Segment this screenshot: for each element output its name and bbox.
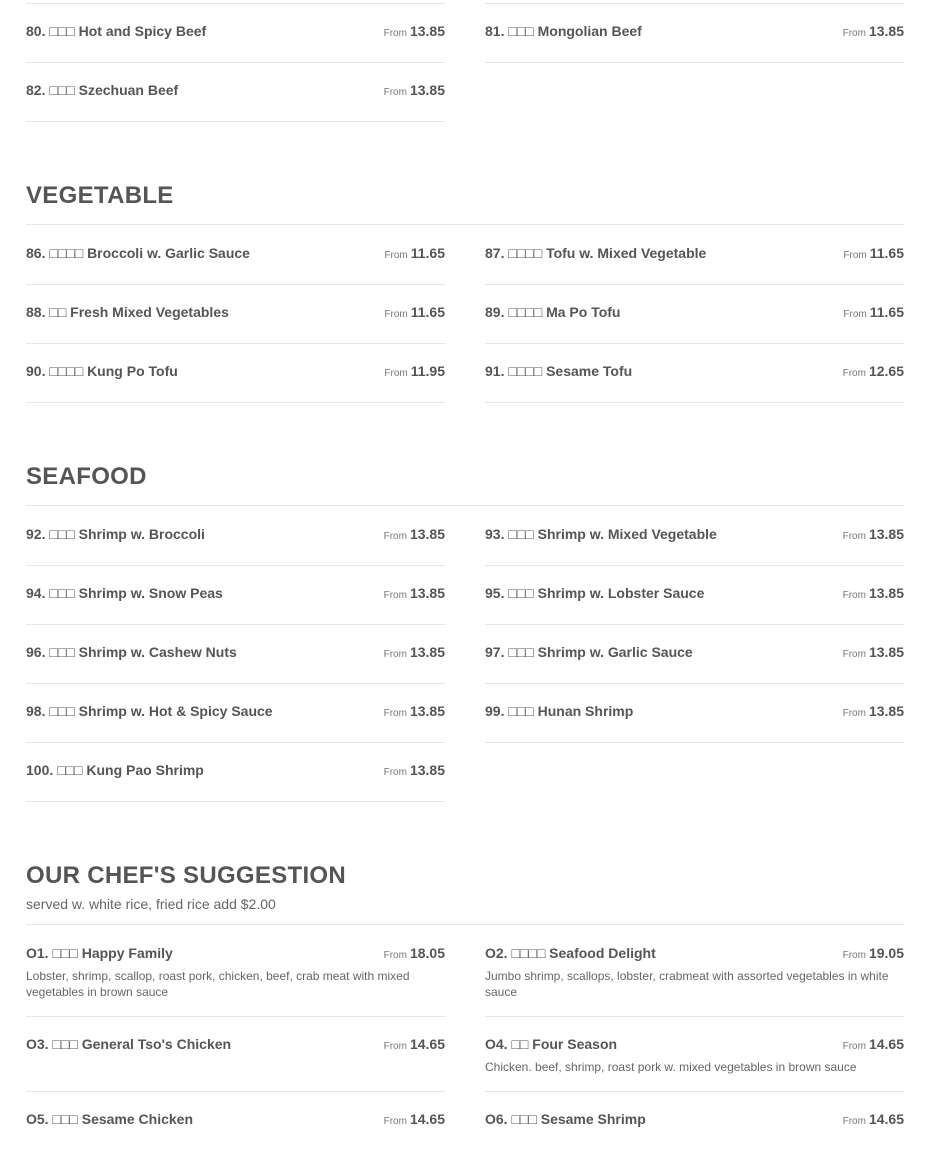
item-price: From 13.85 [383, 585, 445, 601]
section-title-seafood: SEAFOOD [26, 463, 147, 490]
menu-item[interactable] [485, 624, 904, 684]
item-name: 95. □□□ Shrimp w. Lobster Sauce [485, 585, 705, 601]
item-name: O2. □□□□ Seafood Delight [485, 945, 656, 961]
item-name: 87. □□□□ Tofu w. Mixed Vegetable [485, 245, 707, 261]
item-price: From 14.65 [842, 1111, 904, 1127]
menu-item[interactable] [26, 3, 445, 63]
item-price: From 11.65 [843, 245, 904, 261]
menu-item[interactable] [26, 1016, 445, 1092]
item-name: 80. □□□ Hot and Spicy Beef [26, 23, 207, 39]
item-name: O4. □□ Four Season [485, 1036, 618, 1052]
item-price: From 13.85 [842, 526, 904, 542]
item-name: 86. □□□□ Broccoli w. Garlic Sauce [26, 245, 250, 261]
item-name: 96. □□□ Shrimp w. Cashew Nuts [26, 644, 237, 660]
section-subtitle: served w. white rice, fried rice add $2.00 [26, 896, 276, 912]
section-title-chef: OUR CHEF'S SUGGESTION [26, 862, 347, 889]
menu-item[interactable] [26, 343, 445, 403]
menu-item[interactable] [485, 506, 904, 566]
menu-item[interactable] [26, 62, 445, 122]
menu-item[interactable] [26, 284, 445, 344]
item-price: From 11.65 [384, 245, 445, 261]
item-description: Jumbo shrimp, scallops, lobster, crabmeat with assorted vegetables in white sauce [485, 969, 889, 999]
item-price: From 13.85 [383, 703, 445, 719]
item-price: From 13.85 [842, 644, 904, 660]
menu-item[interactable] [485, 925, 904, 1017]
section-title-vegetable: VEGETABLE [26, 182, 174, 209]
menu-item[interactable] [485, 343, 904, 403]
item-price: From 11.65 [843, 304, 904, 320]
item-price: From 13.85 [383, 82, 445, 98]
item-name: 91. □□□□ Sesame Tofu [485, 363, 633, 379]
item-price: From 13.85 [842, 703, 904, 719]
menu-item[interactable] [485, 225, 904, 285]
menu-item[interactable] [26, 683, 445, 743]
item-name: O1. □□□ Happy Family [26, 945, 173, 961]
item-name: 100. □□□ Kung Pao Shrimp [26, 762, 204, 778]
item-price: From 13.85 [383, 762, 445, 778]
item-price: From 13.85 [842, 23, 904, 39]
menu-item[interactable] [485, 1091, 904, 1151]
item-name: 97. □□□ Shrimp w. Garlic Sauce [485, 644, 693, 660]
item-price: From 19.05 [842, 945, 904, 961]
menu-item[interactable] [26, 624, 445, 684]
item-description: Chicken. beef, shrimp, roast pork w. mixed vegetables in brown sauce [485, 1060, 857, 1074]
menu-item[interactable] [26, 1091, 445, 1151]
item-name: O5. □□□ Sesame Chicken [26, 1111, 194, 1127]
item-price: From 12.65 [842, 363, 904, 379]
item-name: O3. □□□ General Tso's Chicken [26, 1036, 232, 1052]
item-price: From 14.65 [383, 1036, 445, 1052]
menu-item[interactable] [485, 284, 904, 344]
item-price: From 18.05 [383, 945, 445, 961]
item-name: 88. □□ Fresh Mixed Vegetables [26, 304, 229, 320]
item-description: Lobster, shrimp, scallop, roast pork, chicken, beef, crab meat with mixed vegetables in brown sauce [26, 969, 410, 999]
menu-item[interactable] [26, 565, 445, 625]
menu-item[interactable] [26, 925, 445, 1017]
item-name: 92. □□□ Shrimp w. Broccoli [26, 526, 205, 542]
item-name: 94. □□□ Shrimp w. Snow Peas [26, 585, 223, 601]
item-price: From 14.65 [842, 1036, 904, 1052]
item-price: From 14.65 [383, 1111, 445, 1127]
menu-item[interactable] [26, 506, 445, 566]
item-name: 98. □□□ Shrimp w. Hot & Spicy Sauce [26, 703, 273, 719]
menu-item[interactable] [26, 225, 445, 285]
item-price: From 13.85 [383, 23, 445, 39]
item-price: From 13.85 [383, 526, 445, 542]
item-name: 81. □□□ Mongolian Beef [485, 23, 642, 39]
menu-item[interactable] [485, 683, 904, 743]
item-name: O6. □□□ Sesame Shrimp [485, 1111, 646, 1127]
item-name: 99. □□□ Hunan Shrimp [485, 703, 634, 719]
menu-item[interactable] [485, 565, 904, 625]
item-price: From 11.95 [384, 363, 445, 379]
item-price: From 13.85 [842, 585, 904, 601]
item-name: 82. □□□ Szechuan Beef [26, 82, 179, 98]
item-price: From 13.85 [383, 644, 445, 660]
item-price: From 11.65 [384, 304, 445, 320]
menu-item[interactable] [485, 3, 904, 63]
menu-item[interactable] [485, 1016, 904, 1092]
item-name: 89. □□□□ Ma Po Tofu [485, 304, 621, 320]
item-name: 93. □□□ Shrimp w. Mixed Vegetable [485, 526, 717, 542]
item-name: 90. □□□□ Kung Po Tofu [26, 363, 178, 379]
menu-item[interactable] [26, 742, 445, 802]
